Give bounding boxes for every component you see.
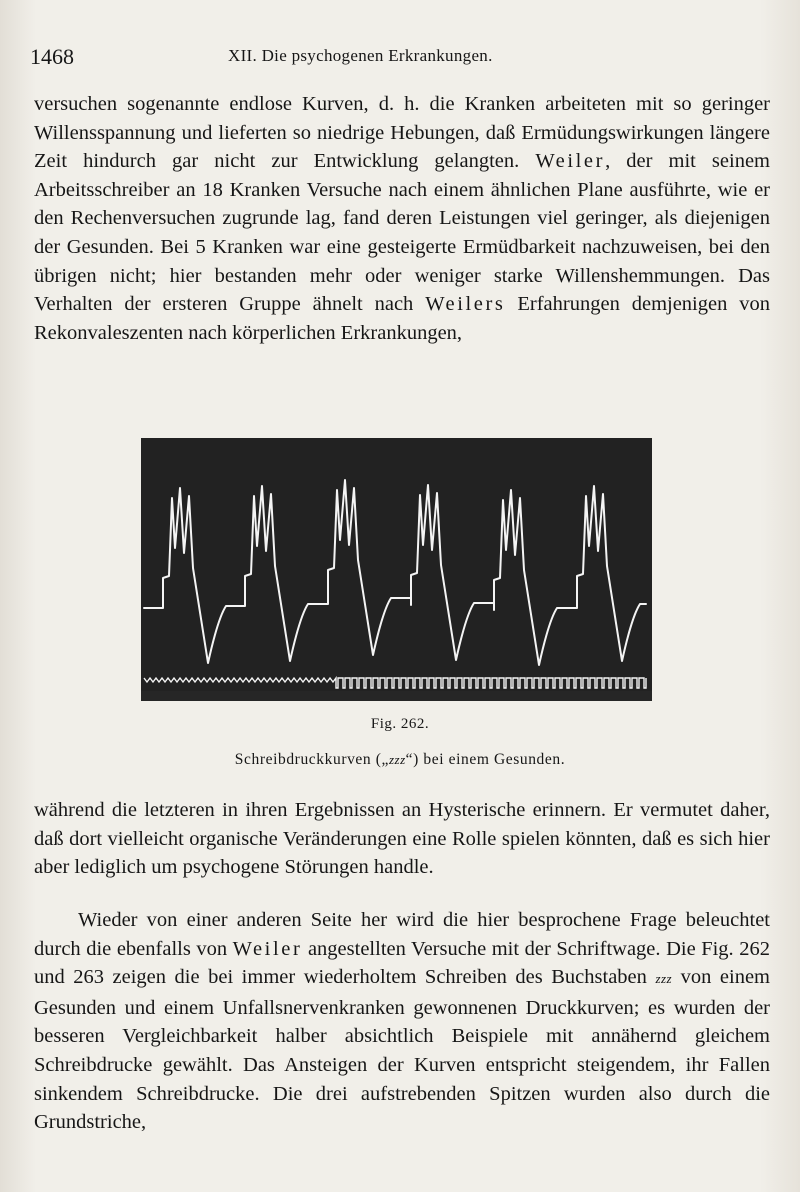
caption-text-after: “) bei einem Gesunden. (405, 751, 566, 768)
paragraph-1 (34, 90, 770, 347)
paragraph-1-text-b: , der mit seinem Arbeitsschreiber an 18 Kranken Versuche nach einem ähnlichen Plane ausführte, wie er den Rechenversuchen zugrunde lag, fand deren Leistungen viel geringer, als diejenigen der Gesunden. Bei 5 Kranken war eine gesteigerte Ermüdbarkeit nachzuweisen, bei den übrigen nicht; hier bestanden mehr oder weniger starke Willenshemmungen. Das Verhalten der ersteren Gruppe ähnelt nach (34, 150, 770, 316)
author-name-weiler-2: Weiler (232, 937, 303, 960)
author-name-weiler: Weiler (535, 150, 606, 173)
paragraph-3 (34, 906, 770, 1137)
pressure-curve-trace (144, 480, 646, 665)
page-number: 1468 (30, 44, 74, 69)
figure-caption (0, 751, 800, 769)
chapter-title: XII. Die psychogenen Erkrankungen. (228, 46, 493, 65)
author-name-weilers: Weilers (425, 293, 506, 316)
time-marker-trace (144, 678, 646, 688)
figure-pressure-curves (141, 438, 652, 701)
pressure-curve-plot (141, 438, 652, 701)
figure-bottom-band (141, 691, 652, 701)
paragraph-3-text-b: angestellten Versuche mit der Schriftwage. Die Fig. 262 und 263 zeigen die bei immer wiederholtem Schreiben des Buchstaben (34, 937, 770, 989)
paragraph-1-text-a: versuchen sogenannte endlose Kurven, d. h. die Kranken arbeiteten mit so geringer Willensspannung und lieferten so niedrige Hebungen, daß Ermüdungswirkungen längere Zeit hindurch gar nicht zur Entwicklung gelangten. (34, 93, 770, 173)
paragraph-3-text-a: Wieder von einer anderen Seite her wird die hier besprochene Frage beleuchtet durch die ebenfalls von (34, 909, 770, 960)
paragraph-3-text-c: von einem Gesunden und einem Unfallsnervenkranken gewonnenen Druckkurven; es wurden der besseren Vergleichbarkeit halber absichtlich Beispiele mit annähernd gleichem Schreibdrucke gewählt. Das Ansteigen der Kurven entspricht steigendem, ihr Fallen sinkendem Schreibdrucke. Die drei aufstrebenden Spitzen wurden also durch die Grundstriche, (34, 966, 771, 1134)
zzz-letter-glyph-inline: zzz (655, 971, 673, 987)
figure-label: Fig. 262. (370, 716, 430, 732)
running-head (30, 44, 770, 76)
caption-text-before: Schreibdruckkurven („ (234, 751, 389, 768)
paragraph-2: während die letzteren in ihren Ergebnissen an Hysterische erinnern. Er vermutet daher, daß dort vielleicht organische Veränderungen eine Rolle spielen könnten, daß es sich hier aber lediglich um psychogene Störungen handle. (34, 799, 770, 879)
paragraph-1-text-c: Erfahrungen demjenigen von Rekonvaleszenten nach körperlichen Erkrankungen, (34, 293, 770, 344)
zzz-letter-glyph: zzz (388, 752, 406, 767)
